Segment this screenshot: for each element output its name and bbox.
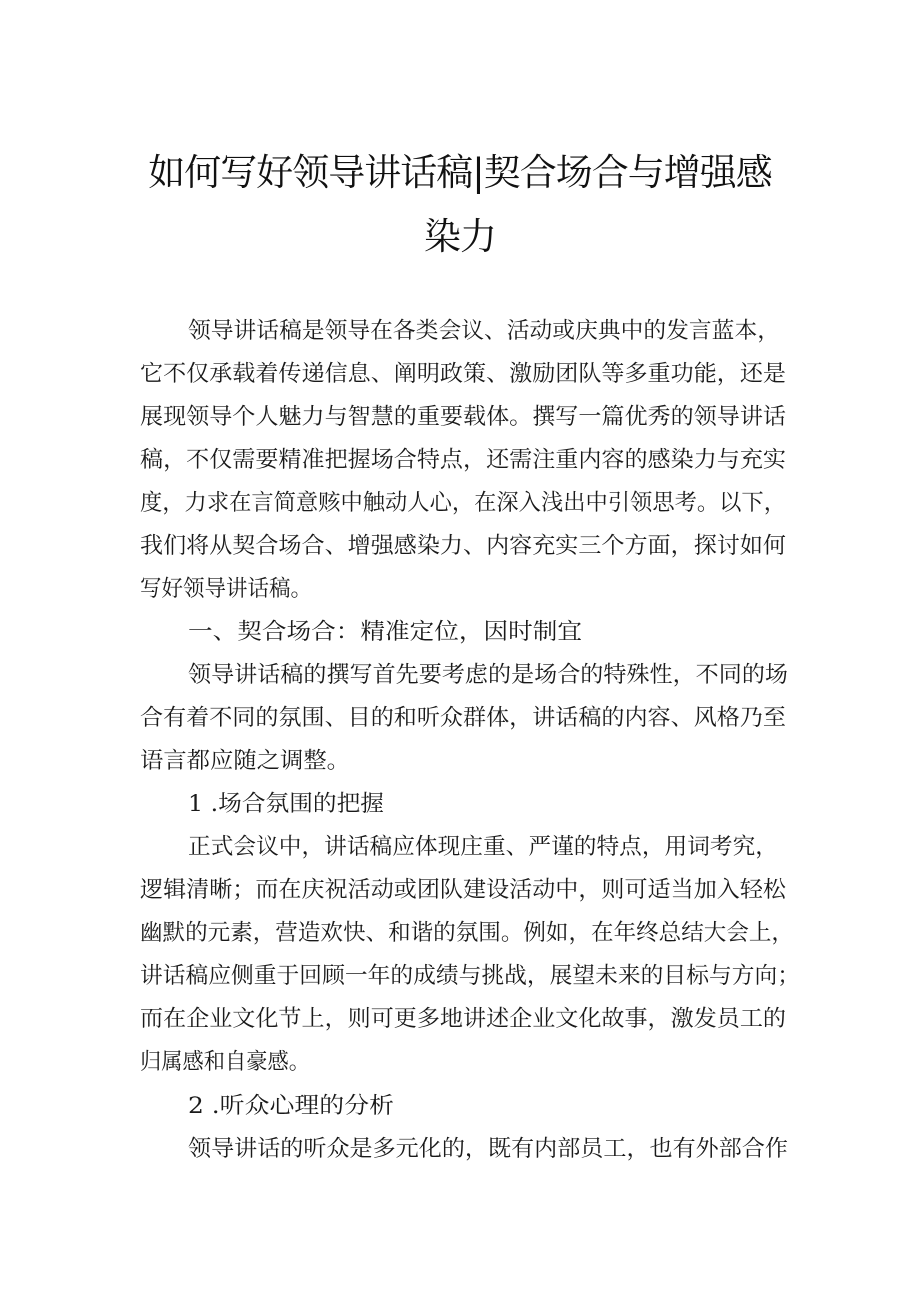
subsection-heading: 1 .场合氛围的把握 [188,791,384,817]
paragraph-line: 领导讲话的听众是多元化的，既有内部员工，也有外部合作 [188,1136,788,1162]
paragraph-line: 展现领导个人魅力与智慧的重要载体。撰写一篇优秀的领导讲话 [140,404,786,430]
paragraph-line: 逻辑清晰；而在庆祝活动或团队建设活动中，则可适当加入轻松 [140,877,786,903]
paragraph-line: 而在企业文化节上，则可更多地讲述企业文化故事，激发员工的 [140,1006,786,1032]
paragraph-line: 讲话稿应侧重于回顾一年的成绩与挑战，展望未来的目标与方向； [140,963,801,989]
document-title-line-2: 染力 [424,215,496,258]
paragraph-line: 领导讲话稿是领导在各类会议、活动或庆典中的发言蓝本， [188,318,780,344]
paragraph-line: 语言都应随之调整。 [140,748,350,774]
paragraph-line: 合有着不同的氛围、目的和听众群体，讲话稿的内容、风格乃至 [140,705,786,731]
paragraph-line: 稿，不仅需要精准把握场合特点，还需注重内容的感染力与充实 [140,447,786,473]
paragraph-line: 归属感和自豪感。 [140,1049,310,1075]
paragraph-line: 领导讲话稿的撰写首先要考虑的是场合的特殊性，不同的场 [188,662,788,688]
paragraph-line: 写好领导讲话稿。 [140,576,312,602]
section-heading: 一、契合场合：精准定位，因时制宜 [188,619,582,645]
paragraph-line: 正式会议中，讲话稿应体现庄重、严谨的特点，用词考究， [188,834,779,860]
paragraph-line: 它不仅承载着传递信息、阐明政策、激励团队等多重功能，还是 [140,361,786,387]
paragraph-line: 我们将从契合场合、增强感染力、内容充实三个方面，探讨如何 [140,533,786,559]
paragraph-line: 度，力求在言简意赅中触动人心，在深入浅出中引领思考。以下， [140,490,786,516]
paragraph-line: 幽默的元素，营造欢快、和谐的氛围。例如，在年终总结大会上， [140,920,794,946]
document-title-line-1: 如何写好领导讲话稿|契合场合与增强感 [148,151,772,194]
subsection-heading: 2 .听众心理的分析 [188,1093,394,1119]
